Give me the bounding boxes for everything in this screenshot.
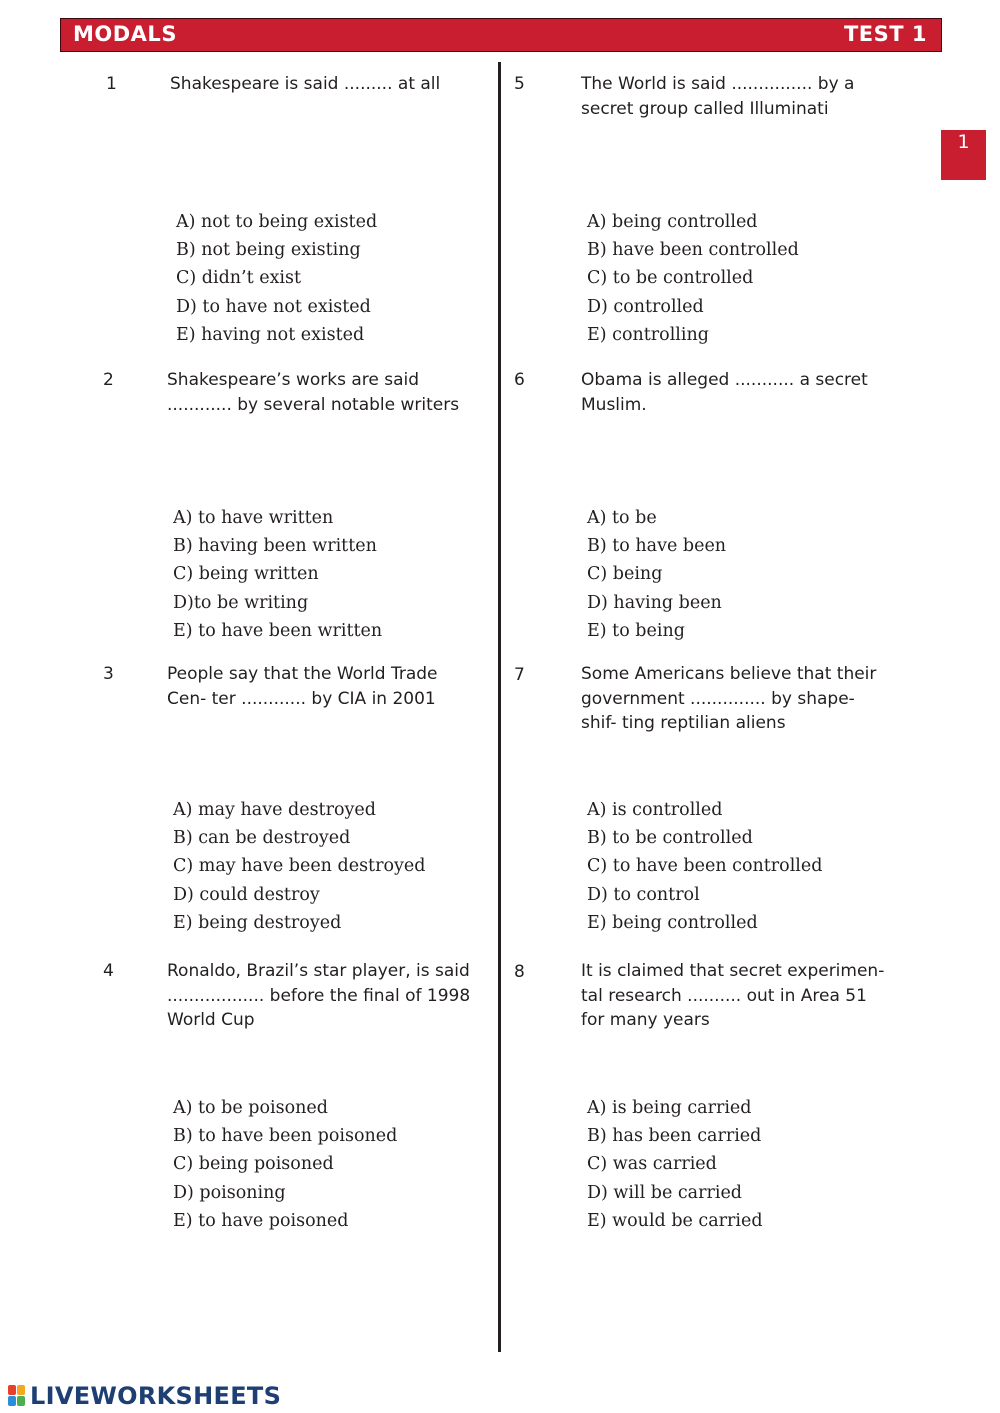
answer-option-e[interactable]: E) to have poisoned: [173, 1210, 349, 1231]
answer-option-c[interactable]: C) being written: [173, 564, 319, 585]
answer-option-d[interactable]: D) will be carried: [587, 1182, 742, 1203]
logo-badge-icon: [8, 1385, 26, 1407]
answer-option-a[interactable]: A) is being carried: [587, 1098, 752, 1118]
answer-option-e[interactable]: E) being destroyed: [173, 912, 342, 933]
question-stem: Ronaldo, Brazil’s star player, is said .................. before the final of 1998 World Cup: [167, 961, 471, 1030]
question-stem: It is claimed that secret experimen- tal research .......... out in Area 51 for many years: [581, 961, 885, 1030]
logo-text: LIVEWORKSHEETS: [30, 1382, 282, 1410]
answer-options: [173, 1094, 397, 1235]
answer-option-e[interactable]: E) to have been written: [173, 620, 383, 641]
answer-option-b[interactable]: B) to be controlled: [587, 828, 753, 849]
answer-option-d[interactable]: D) poisoning: [173, 1182, 286, 1203]
answer-option-d[interactable]: D)to be writing: [173, 592, 309, 613]
question-number: 7: [514, 665, 525, 685]
question-stem: The World is said ............... by a secret group called Illuminati: [581, 74, 855, 119]
answer-option-e[interactable]: E) having not existed: [176, 324, 365, 345]
question-stem: Obama is alleged ........... a secret Muslim.: [581, 370, 868, 415]
answer-option-c[interactable]: C) may have been destroyed: [173, 856, 426, 877]
answer-option-a[interactable]: A) is controlled: [587, 800, 723, 820]
answer-option-a[interactable]: A) not to being existed: [176, 212, 378, 232]
question-number: 1: [106, 74, 117, 94]
question-number: 5: [514, 74, 525, 94]
answer-option-b[interactable]: B) have been controlled: [587, 240, 799, 261]
question-number: 4: [103, 961, 114, 981]
question-number: 2: [103, 370, 114, 390]
answer-option-b[interactable]: B) having been written: [173, 536, 377, 557]
answer-option-b[interactable]: B) to have been: [587, 536, 727, 557]
answer-option-a[interactable]: A) to be: [587, 508, 657, 528]
answer-option-c[interactable]: C) to have been controlled: [587, 856, 823, 877]
header-test-label: TEST 1: [843, 22, 927, 46]
answer-options: [173, 796, 425, 937]
answer-option-d[interactable]: D) could destroy: [173, 884, 320, 905]
question-stem: People say that the World Trade Cen- ter ............ by CIA in 2001: [167, 664, 438, 709]
question-stem: Shakespeare’s works are said ............ by several notable writers: [167, 370, 460, 415]
liveworksheets-logo[interactable]: [8, 1383, 281, 1409]
answer-option-a[interactable]: A) to have written: [173, 508, 334, 528]
answer-option-d[interactable]: D) having been: [587, 592, 722, 613]
answer-options: [587, 208, 799, 349]
question-stem: Shakespeare is said ......... at all: [170, 74, 441, 94]
answer-option-e[interactable]: E) controlling: [587, 324, 709, 345]
answer-option-a[interactable]: A) being controlled: [587, 212, 758, 232]
header-bar: [60, 18, 942, 52]
answer-option-c[interactable]: C) didn’t exist: [176, 268, 302, 289]
answer-option-a[interactable]: A) may have destroyed: [173, 800, 376, 820]
answer-option-d[interactable]: D) to have not existed: [176, 296, 371, 317]
answer-options: [176, 208, 377, 349]
answer-option-b[interactable]: B) has been carried: [587, 1126, 762, 1147]
answer-option-e[interactable]: E) would be carried: [587, 1210, 763, 1231]
answer-option-c[interactable]: C) being: [587, 564, 663, 585]
answer-options: [587, 796, 822, 937]
answer-option-c[interactable]: C) was carried: [587, 1154, 717, 1175]
answer-option-c[interactable]: C) being poisoned: [173, 1154, 334, 1175]
answer-options: [587, 504, 726, 645]
answer-option-e[interactable]: E) to being: [587, 620, 685, 641]
answer-options: [173, 504, 382, 645]
column-divider: [498, 62, 501, 1352]
page-number-tab: 1: [941, 130, 986, 180]
header-title: MODALS: [73, 22, 177, 46]
answer-option-d[interactable]: D) to control: [587, 884, 700, 905]
answer-option-b[interactable]: B) to have been poisoned: [173, 1126, 398, 1147]
answer-options: [587, 1094, 763, 1235]
answer-option-d[interactable]: D) controlled: [587, 296, 704, 317]
answer-option-c[interactable]: C) to be controlled: [587, 268, 754, 289]
question-number: 3: [103, 664, 114, 684]
question-number: 8: [514, 962, 525, 982]
question-number: 6: [514, 370, 525, 390]
answer-option-a[interactable]: A) to be poisoned: [173, 1098, 328, 1118]
answer-option-e[interactable]: E) being controlled: [587, 912, 758, 933]
answer-option-b[interactable]: B) not being existing: [176, 240, 361, 261]
answer-option-b[interactable]: B) can be destroyed: [173, 828, 351, 849]
question-stem: Some Americans believe that their government .............. by shape-shif- ting reptilian aliens: [581, 664, 877, 733]
